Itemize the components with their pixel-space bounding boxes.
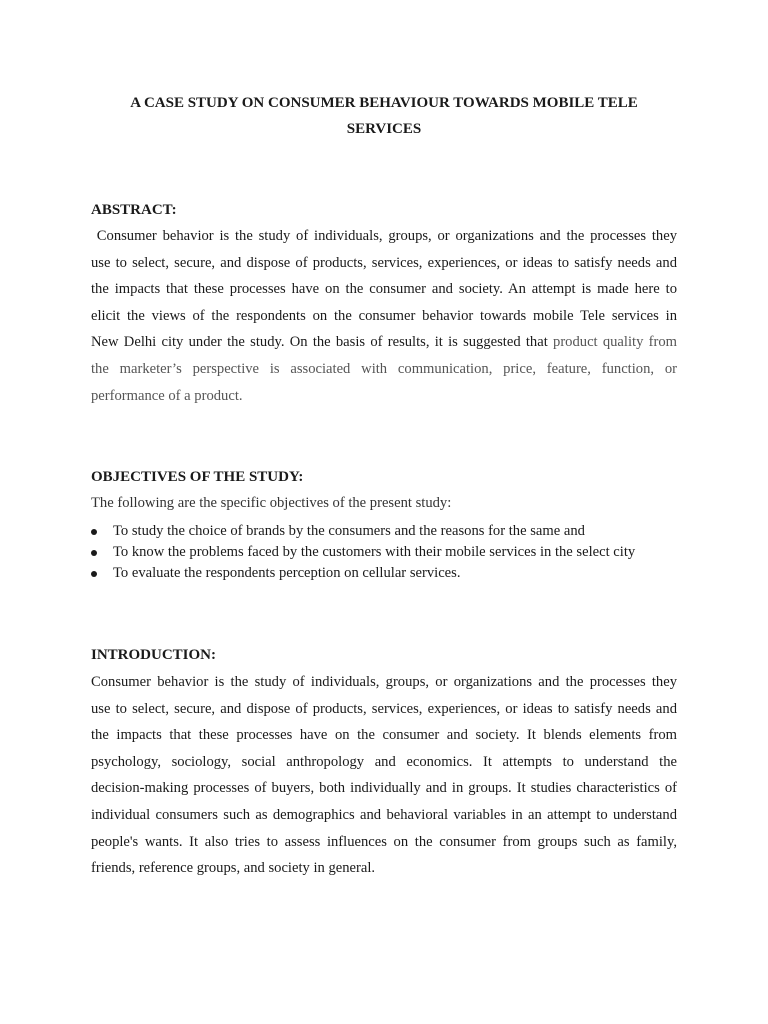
abstract-line-part: New Delhi city under the study. On the basis of results, it is suggested that [91, 334, 548, 351]
title-line-1: A CASE STUDY ON CONSUMER BEHAVIOUR TOWARDS MOBILE TELE [130, 95, 638, 111]
abstract-line: the impacts that these processes have on the consumer and society. An attempt is made here to [91, 281, 677, 298]
introduction-line: people's wants. It also tries to assess influences on the consumer from groups such as family, [91, 833, 677, 850]
introduction-line: the impacts that these processes have on the consumer and society. It blends elements from [91, 727, 677, 744]
introduction-line: Consumer behavior is the study of individuals, groups, or organizations and the processes they [91, 674, 677, 690]
introduction-line: psychology, sociology, social anthropology and economics. It attempts to understand the [91, 753, 677, 770]
abstract-line: the marketer’s perspective is associated with communication, price, feature, function, or [91, 360, 677, 377]
abstract-line [91, 329, 677, 356]
abstract-heading: ABSTRACT: [91, 202, 177, 218]
introduction-heading: INTRODUCTION: [91, 647, 217, 663]
document-title [90, 90, 678, 142]
list-item [91, 542, 635, 563]
abstract-line: elicit the views of the respondents on the consumer behavior towards mobile Tele services in [91, 307, 677, 324]
introduction-line: friends, reference groups, and society in general. [91, 860, 376, 877]
bullet-icon [91, 550, 97, 556]
list-item [91, 563, 635, 584]
introduction-line: decision-making processes of buyers, both individually and in groups. It studies characteristics of [91, 780, 677, 797]
introduction-paragraph [91, 669, 677, 882]
bullet-icon [91, 571, 97, 577]
list-item [91, 521, 635, 542]
abstract-line: use to select, secure, and dispose of products, services, experiences, or ideas to satisfy needs and [91, 254, 677, 271]
bullet-icon [91, 529, 97, 535]
introduction-line: use to select, secure, and dispose of products, services, experiences, or ideas to satisfy needs and [91, 700, 677, 717]
objective-text: To evaluate the respondents perception on cellular services. [113, 565, 461, 581]
objective-text: To know the problems faced by the customers with their mobile services in the select city [113, 544, 636, 560]
abstract-line-part-gray: product quality from [553, 334, 677, 351]
objectives-heading: OBJECTIVES OF THE STUDY: [91, 469, 304, 485]
abstract-line: Consumer behavior is the study of individuals, groups, or organizations and the processes they [91, 228, 677, 244]
abstract-paragraph [91, 223, 677, 409]
objective-text: To study the choice of brands by the consumers and the reasons for the same and [113, 523, 585, 539]
objectives-list [91, 521, 635, 584]
abstract-line: performance of a product. [91, 387, 243, 404]
introduction-line: individual consumers such as demographics and behavioral variables in an attempt to understand [91, 806, 677, 823]
title-line-2: SERVICES [346, 121, 422, 137]
objectives-intro: The following are the specific objectives of the present study: [91, 495, 452, 511]
